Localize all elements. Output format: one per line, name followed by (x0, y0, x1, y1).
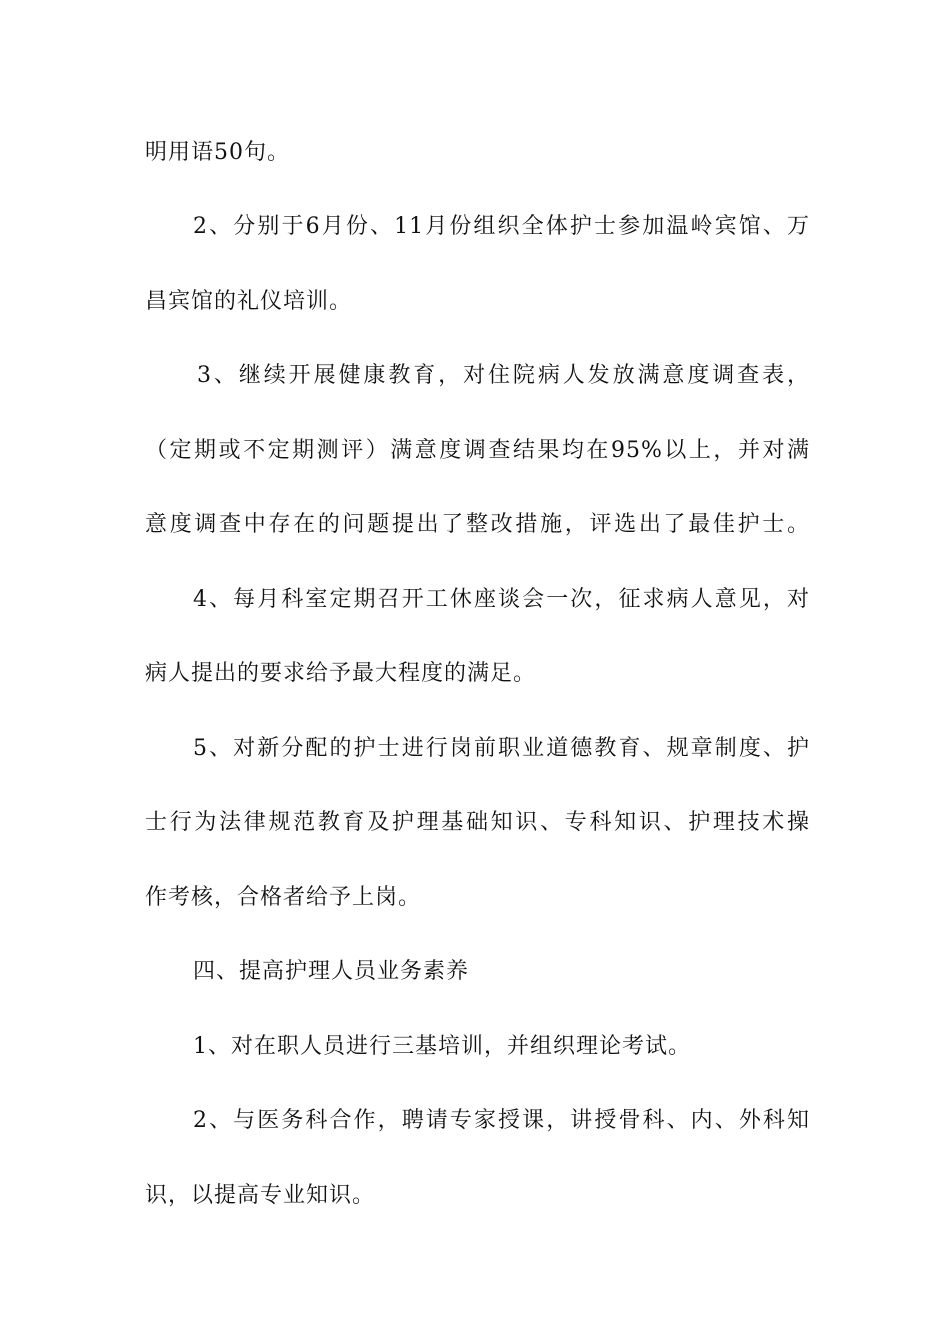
text-line: 明用语50句。 (145, 140, 290, 165)
text-line: 病人提出的要求给予最大程度的满足。 (145, 661, 537, 686)
text-line: 作考核，合格者给予上岗。 (145, 885, 422, 910)
text-line: 意度调查中存在的问题提出了整改措施，评选出了最佳护士。 (145, 512, 810, 537)
text-line: 2、与医务科合作，聘请专家授课，讲授骨科、内、外科知 (193, 1108, 810, 1133)
text-line: 士行为法律规范教育及护理基础知识、专科知识、护理技术操 (145, 810, 810, 835)
section-heading: 四、提高护理人员业务素养 (193, 959, 470, 984)
text-line: 4、每月科室定期召开工休座谈会一次，征求病人意见，对 (193, 587, 810, 612)
text-line: 昌宾馆的礼仪培训。 (145, 289, 353, 314)
text-line: 1、对在职人员进行三基培训，并组织理论考试。 (193, 1034, 691, 1059)
text-line: 5、对新分配的护士进行岗前职业道德教育、规章制度、护 (193, 736, 810, 761)
text-line: 2、分别于6月份、11月份组织全体护士参加温岭宾馆、万 (193, 214, 810, 239)
text-line: （定期或不定期测评）满意度调查结果均在95%以上，并对满 (145, 438, 810, 463)
text-line: 识，以提高专业知识。 (145, 1183, 376, 1208)
text-line: 3、继续开展健康教育，对住院病人发放满意度调查表， (197, 363, 810, 388)
